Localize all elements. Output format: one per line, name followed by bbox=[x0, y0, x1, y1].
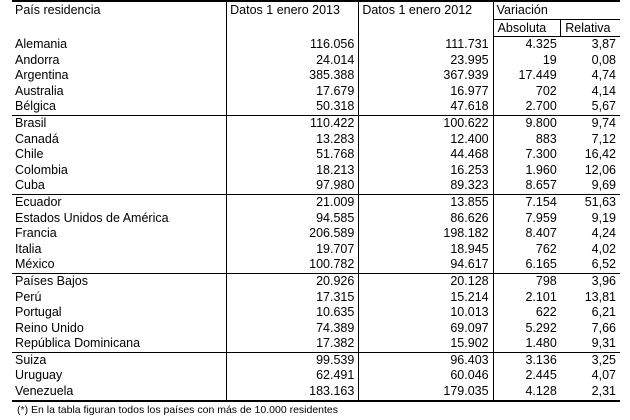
cell-country: Alemania bbox=[15, 36, 68, 51]
cell-2012: 94.617 bbox=[359, 257, 493, 273]
cell-relativa: 13,81 bbox=[584, 289, 616, 304]
cell-relativa: 4,07 bbox=[591, 368, 616, 383]
cell-relativa: 5,67 bbox=[561, 99, 620, 115]
cell-country: República Dominicana bbox=[12, 336, 227, 352]
cell-absoluta: 7.300 bbox=[493, 147, 561, 163]
cell-2013: 94.585 bbox=[227, 211, 359, 227]
cell-2013: 17.382 bbox=[227, 336, 359, 352]
cell-2012: 198.182 bbox=[359, 226, 493, 242]
cell-relativa: 4,14 bbox=[591, 83, 616, 98]
cell-relativa: 16,42 bbox=[584, 147, 616, 162]
cell-2013: 385.388 bbox=[227, 68, 359, 84]
cell-country: Chile bbox=[15, 147, 44, 162]
cell-absoluta: 883 bbox=[493, 132, 561, 148]
cell-country: Venezuela bbox=[12, 384, 227, 401]
cell-country: Perú bbox=[15, 289, 42, 304]
cell-country: Francia bbox=[15, 226, 57, 241]
cell-2013: 21.009 bbox=[227, 194, 359, 210]
cell-2013: 17.315 bbox=[227, 290, 359, 306]
cell-absoluta: 4.325 bbox=[493, 37, 561, 53]
table-row bbox=[12, 163, 620, 179]
cell-2013: 100.782 bbox=[227, 257, 359, 273]
cell-relativa: 0,08 bbox=[591, 52, 616, 67]
cell-2012: 60.046 bbox=[359, 368, 493, 384]
residents-table bbox=[12, 0, 620, 402]
cell-2012: 16.253 bbox=[359, 163, 493, 179]
table-row bbox=[12, 226, 620, 242]
cell-relativa: 9,74 bbox=[591, 115, 616, 130]
cell-2012: 89.323 bbox=[359, 178, 493, 194]
cell-country: Portugal bbox=[15, 305, 62, 320]
cell-country: Colombia bbox=[15, 162, 68, 177]
table-row bbox=[12, 290, 620, 306]
cell-2012: 111.731 bbox=[359, 37, 493, 53]
cell-relativa: 9,69 bbox=[561, 178, 620, 194]
cell-relativa: 9,31 bbox=[561, 336, 620, 352]
table-row bbox=[12, 384, 620, 401]
cell-2012: 15.214 bbox=[359, 290, 493, 306]
header-2012: Datos 1 enero 2012 bbox=[359, 1, 493, 37]
cell-2013: 110.422 bbox=[227, 115, 359, 131]
header-relativa: Relativa bbox=[561, 20, 620, 37]
cell-2013: 10.635 bbox=[227, 305, 359, 321]
cell-relativa: 6,21 bbox=[591, 305, 616, 320]
cell-relativa: 4,74 bbox=[591, 68, 616, 83]
table-row bbox=[12, 84, 620, 100]
cell-absoluta: 9.800 bbox=[493, 115, 561, 131]
cell-2013: 50.318 bbox=[227, 99, 359, 115]
table-row bbox=[12, 68, 620, 84]
table-row bbox=[12, 242, 620, 258]
cell-absoluta: 2.445 bbox=[493, 368, 561, 384]
cell-2012: 12.400 bbox=[359, 132, 493, 148]
header-country: País residencia bbox=[12, 1, 227, 37]
cell-2012: 367.939 bbox=[359, 68, 493, 84]
table-row bbox=[12, 53, 620, 69]
cell-absoluta: 7.959 bbox=[493, 211, 561, 227]
cell-2013: 99.539 bbox=[227, 352, 359, 368]
table-row bbox=[12, 99, 620, 115]
cell-absoluta: 702 bbox=[493, 84, 561, 100]
table-row bbox=[12, 194, 620, 210]
cell-2012: 15.902 bbox=[359, 336, 493, 352]
cell-relativa: 3,87 bbox=[591, 37, 616, 51]
cell-relativa: 3,96 bbox=[591, 273, 616, 288]
cell-relativa: 6,52 bbox=[561, 257, 620, 273]
table-row bbox=[12, 368, 620, 384]
cell-relativa: 51,63 bbox=[584, 194, 616, 209]
cell-country: Uruguay bbox=[15, 368, 63, 383]
cell-relativa: 7,12 bbox=[591, 131, 616, 146]
cell-2013: 62.491 bbox=[227, 368, 359, 384]
cell-country: Reino Unido bbox=[15, 320, 84, 335]
table-row bbox=[12, 273, 620, 289]
cell-absoluta: 4.128 bbox=[493, 384, 561, 401]
cell-relativa: 4,02 bbox=[591, 241, 616, 256]
cell-relativa: 7,66 bbox=[591, 320, 616, 335]
cell-2012: 13.855 bbox=[359, 194, 493, 210]
cell-country: Andorra bbox=[15, 52, 60, 67]
cell-2012: 47.618 bbox=[359, 99, 493, 115]
header-absoluta: Absoluta bbox=[493, 20, 561, 37]
cell-2013: 97.980 bbox=[227, 178, 359, 194]
cell-2012: 44.468 bbox=[359, 147, 493, 163]
table-row bbox=[12, 178, 620, 194]
header-variacion: Variación bbox=[493, 1, 620, 20]
cell-country: México bbox=[12, 257, 227, 273]
cell-2012: 23.995 bbox=[359, 53, 493, 69]
cell-relativa: 3,25 bbox=[591, 352, 616, 367]
footnote: (*) En la tabla figuran todos los países con más de 10.000 residentes bbox=[17, 404, 339, 416]
table-row bbox=[12, 132, 620, 148]
cell-absoluta: 8.407 bbox=[493, 226, 561, 242]
cell-country: Ecuador bbox=[15, 194, 62, 209]
cell-absoluta: 622 bbox=[493, 305, 561, 321]
cell-2013: 183.163 bbox=[227, 384, 359, 401]
cell-absoluta: 798 bbox=[493, 273, 561, 289]
cell-2013: 206.589 bbox=[227, 226, 359, 242]
cell-2013: 24.014 bbox=[227, 53, 359, 69]
cell-2012: 16.977 bbox=[359, 84, 493, 100]
cell-country: Países Bajos bbox=[15, 273, 88, 288]
cell-2012: 10.013 bbox=[359, 305, 493, 321]
cell-relativa: 2,31 bbox=[561, 384, 620, 401]
cell-2012: 18.945 bbox=[359, 242, 493, 258]
cell-absoluta: 2.700 bbox=[493, 99, 561, 115]
table-row bbox=[12, 352, 620, 368]
table-row bbox=[12, 147, 620, 163]
cell-2013: 13.283 bbox=[227, 132, 359, 148]
cell-country: Bélgica bbox=[12, 99, 227, 115]
table-row bbox=[12, 115, 620, 131]
cell-2012: 69.097 bbox=[359, 321, 493, 337]
cell-absoluta: 7.154 bbox=[493, 194, 561, 210]
table-row bbox=[12, 336, 620, 352]
cell-country: Canadá bbox=[15, 131, 59, 146]
cell-country: Estados Unidos de América bbox=[15, 210, 169, 225]
cell-2012: 179.035 bbox=[359, 384, 493, 401]
cell-2013: 18.213 bbox=[227, 163, 359, 179]
cell-2013: 51.768 bbox=[227, 147, 359, 163]
cell-absoluta: 3.136 bbox=[493, 352, 561, 368]
cell-2012: 20.128 bbox=[359, 273, 493, 289]
cell-2012: 96.403 bbox=[359, 352, 493, 368]
cell-country: Argentina bbox=[15, 68, 69, 83]
cell-absoluta: 762 bbox=[493, 242, 561, 258]
table-row bbox=[12, 211, 620, 227]
cell-2012: 86.626 bbox=[359, 211, 493, 227]
cell-2013: 74.389 bbox=[227, 321, 359, 337]
cell-2013: 19.707 bbox=[227, 242, 359, 258]
cell-absoluta: 2.101 bbox=[493, 290, 561, 306]
cell-absoluta: 17.449 bbox=[493, 68, 561, 84]
cell-country: Australia bbox=[15, 83, 64, 98]
cell-2013: 20.926 bbox=[227, 273, 359, 289]
header-2013: Datos 1 enero 2013 bbox=[227, 1, 359, 37]
cell-country: Cuba bbox=[12, 178, 227, 194]
table-body bbox=[12, 37, 620, 401]
table-row bbox=[12, 305, 620, 321]
cell-absoluta: 6.165 bbox=[493, 257, 561, 273]
cell-relativa: 12,06 bbox=[584, 162, 616, 177]
table-row bbox=[12, 321, 620, 337]
cell-2012: 100.622 bbox=[359, 115, 493, 131]
cell-country: Brasil bbox=[15, 115, 47, 130]
cell-absoluta: 5.292 bbox=[493, 321, 561, 337]
cell-absoluta: 8.657 bbox=[493, 178, 561, 194]
cell-relativa: 9,19 bbox=[591, 210, 616, 225]
table-row bbox=[12, 257, 620, 273]
cell-absoluta: 1.480 bbox=[493, 336, 561, 352]
cell-2013: 17.679 bbox=[227, 84, 359, 100]
cell-2013: 116.056 bbox=[227, 37, 359, 53]
cell-absoluta: 1.960 bbox=[493, 163, 561, 179]
table-row bbox=[12, 37, 620, 53]
cell-country: Italia bbox=[15, 241, 42, 256]
cell-country: Suiza bbox=[15, 352, 47, 367]
cell-absoluta: 19 bbox=[493, 53, 561, 69]
cell-relativa: 4,24 bbox=[591, 226, 616, 241]
